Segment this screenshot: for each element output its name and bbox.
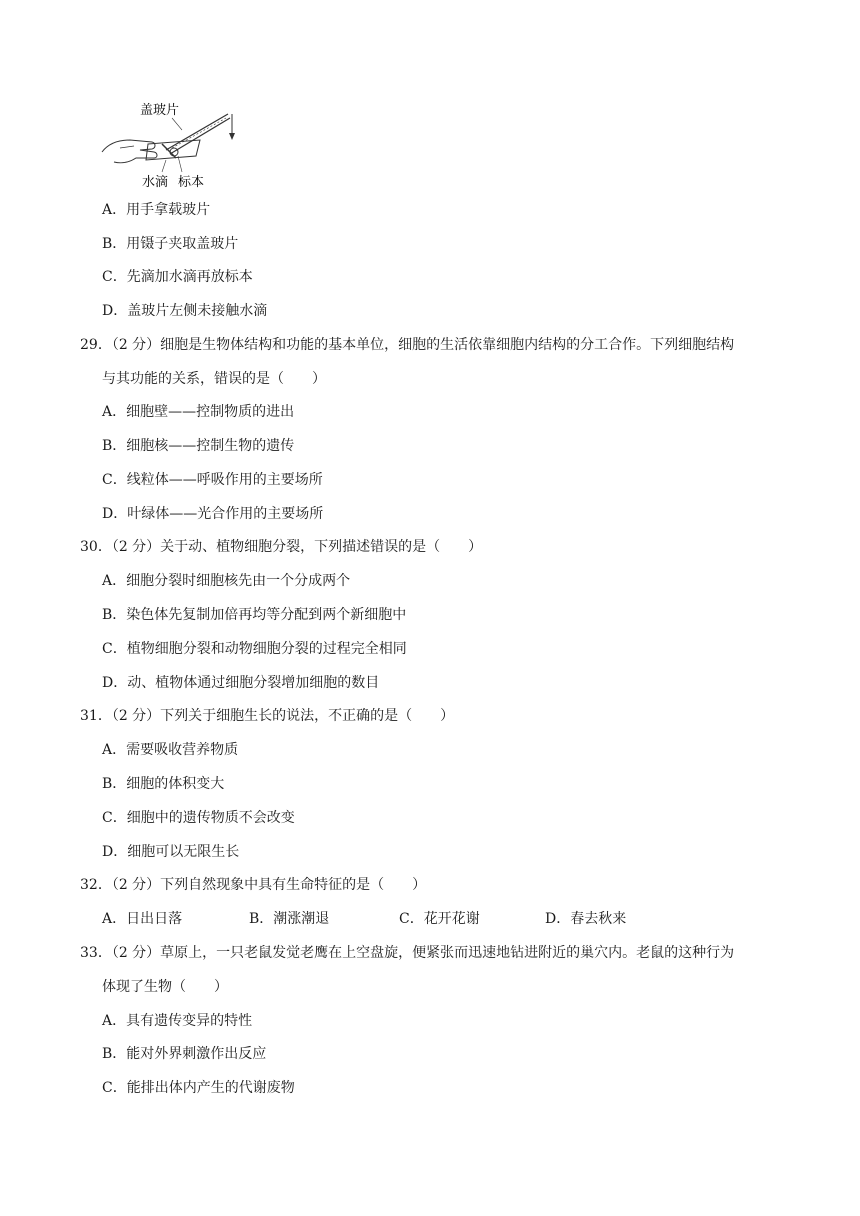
q29-option-a: A．细胞壁——控制物质的进出 bbox=[102, 404, 295, 420]
q29-option-b: B．细胞核——控制生物的遗传 bbox=[102, 438, 295, 454]
coverslip-figure bbox=[100, 100, 250, 192]
q28-option-d: D．盖玻片左侧未接触水滴 bbox=[102, 303, 268, 319]
q32-option-c: C．花开花谢 bbox=[399, 911, 480, 927]
q31-option-c: C．细胞中的遗传物质不会改变 bbox=[102, 810, 295, 826]
q32-stem: 32．（2 分）下列自然现象中具有生命特征的是（ ） bbox=[80, 877, 427, 893]
q29-stem-line1: 29．（2 分）细胞是生物体结构和功能的基本单位，细胞的生活依靠细胞内结构的分工合作。下列细胞结构 bbox=[80, 337, 735, 353]
q32-option-b: B．潮涨潮退 bbox=[249, 911, 330, 927]
q31-stem: 31．（2 分）下列关于细胞生长的说法，不正确的是（ ） bbox=[80, 708, 455, 724]
q30-option-c: C．植物细胞分裂和动物细胞分裂的过程完全相同 bbox=[102, 641, 407, 657]
q33-option-a: A．具有遗传变异的特性 bbox=[102, 1013, 253, 1029]
q29-stem-line2: 与其功能的关系，错误的是（ ） bbox=[102, 371, 326, 387]
q32-option-a: A．日出日落 bbox=[102, 911, 183, 927]
q29-option-c: C．线粒体——呼吸作用的主要场所 bbox=[102, 472, 323, 488]
q31-option-a: A．需要吸收营养物质 bbox=[102, 742, 239, 758]
q28-option-b: B．用镊子夹取盖玻片 bbox=[102, 236, 239, 252]
q33-stem-line1: 33．（2 分）草原上，一只老鼠发觉老鹰在上空盘旋，便紧张而迅速地钻进附近的巢穴内。老鼠的这种行为 bbox=[80, 945, 735, 961]
q33-option-b: B．能对外界刺激作出反应 bbox=[102, 1046, 267, 1062]
q33-stem-line2: 体现了生物（ ） bbox=[102, 979, 228, 995]
coverslip-label: 盖玻片 bbox=[140, 103, 180, 118]
coverslip-diagram bbox=[100, 100, 250, 192]
specimen-label: 标本 bbox=[178, 175, 205, 190]
water-drop-label: 水滴 bbox=[142, 175, 169, 190]
q28-option-a: A．用手拿载玻片 bbox=[102, 202, 211, 218]
q31-option-b: B．细胞的体积变大 bbox=[102, 776, 225, 792]
q30-stem: 30．（2 分）关于动、植物细胞分裂，下列描述错误的是（ ） bbox=[80, 539, 483, 555]
q28-option-c: C．先滴加水滴再放标本 bbox=[102, 269, 253, 285]
q33-option-c: C．能排出体内产生的代谢废物 bbox=[102, 1080, 295, 1096]
q30-option-a: A．细胞分裂时细胞核先由一个分成两个 bbox=[102, 573, 351, 589]
q30-option-d: D．动、植物体通过细胞分裂增加细胞的数目 bbox=[102, 675, 380, 691]
q32-option-d: D．春去秋来 bbox=[545, 911, 627, 927]
q31-option-d: D．细胞可以无限生长 bbox=[102, 844, 240, 860]
q30-option-b: B．染色体先复制加倍再均等分配到两个新细胞中 bbox=[102, 607, 407, 623]
q29-option-d: D．叶绿体——光合作用的主要场所 bbox=[102, 506, 324, 522]
